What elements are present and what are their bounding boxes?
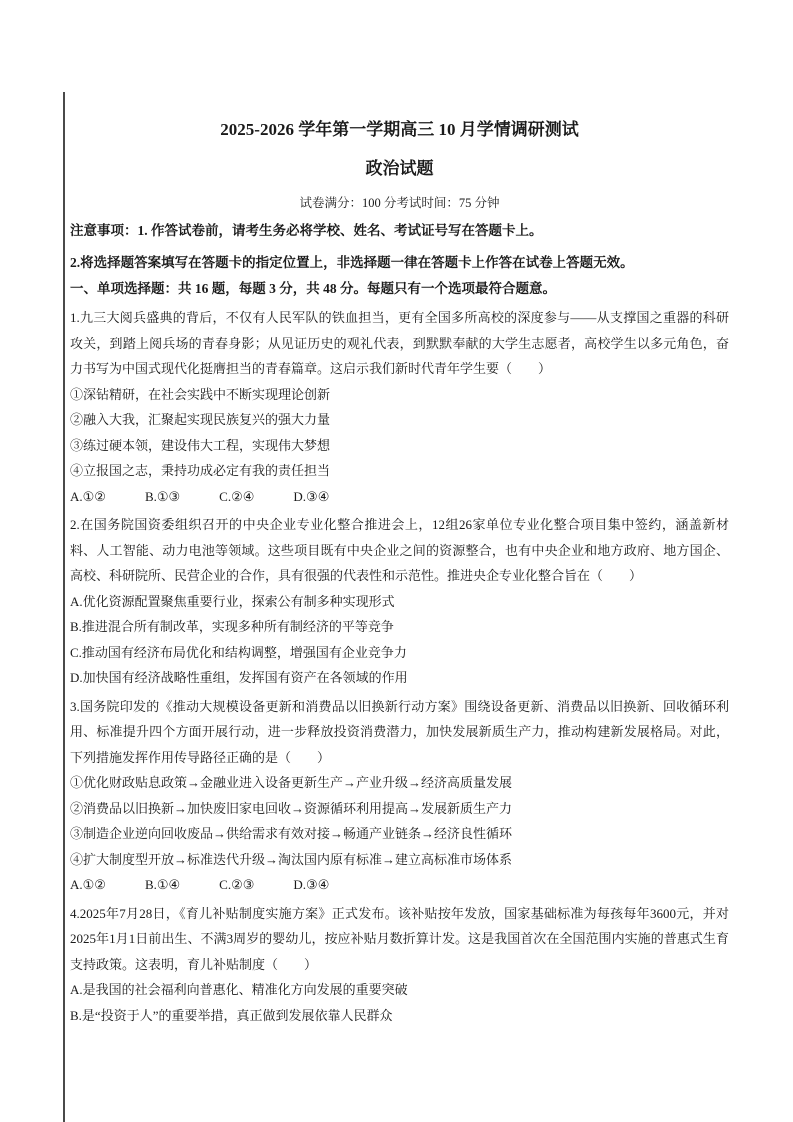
- question-line: ④立报国之志，秉持功成必定有我的责任担当: [70, 463, 331, 478]
- question-line: A.是我国的社会福利向普惠化、精准化方向发展的重要突破: [70, 982, 408, 997]
- question-line: A.①② B.①③ C.②④ D.③④: [70, 488, 330, 504]
- exam-paper-page: [70, 0, 729, 1028]
- notice-line-1: 注意事项：1. 作答试卷前，请考生务必将学校、姓名、考试证号写在答题卡上。: [70, 223, 543, 238]
- question-line: B.推进混合所有制改革，实现多种所有制经济的平等竞争: [70, 619, 394, 634]
- question-line: C.推动国有经济布局优化和结构调整，增强国有企业竞争力: [70, 644, 407, 660]
- page-title: 2025-2026 学年第一学期高三 10 月学情调研测试: [220, 120, 579, 139]
- question-line: ①优化财政贴息政策→金融业进入设备更新生产→产业升级→经济高质量发展: [70, 775, 513, 790]
- question-line: ①深钻精研，在社会实践中不断实现理论创新: [70, 386, 331, 402]
- scan-edge-line: [63, 92, 65, 1122]
- section-heading: 一、单项选择题：共 16 题，每题 3 分，共 48 分。每题只有一个选项最符合题意。: [70, 281, 556, 296]
- questions: [70, 305, 729, 1028]
- question-block: [70, 512, 729, 691]
- question-stem: 3.国务院印发的《推动大规模设备更新和消费品以旧换新行动方案》围绕设备更新、消费品以旧换新、回收循环利用、标准提升四个方面开展行动，进一步释放投资消费潜力，加快发展新质生产力，推动构建新发展格局。对此，下列措施发挥作用传导路径正确的是（ ）: [70, 698, 729, 765]
- notice-line-2: 2.将选择题答案填写在答题卡的指定位置上，非选择题一律在答题卡上作答在试卷上答题无效。: [70, 255, 634, 270]
- question-block: [70, 694, 729, 898]
- question-line: ②融入大我，汇聚起实现民族复兴的强大力量: [70, 412, 331, 427]
- question-line: A.优化资源配置聚焦重要行业，探索公有制多种实现形式: [70, 593, 395, 609]
- question-line: ②消费品以旧换新→加快废旧家电回收→资源循环利用提高→发展新质生产力: [70, 800, 513, 816]
- question-line: ③练过硬本领，建设伟大工程，实现伟大梦想: [70, 437, 331, 453]
- question-stem: 4.2025年7月28日，《育儿补贴制度实施方案》正式发布。该补贴按年发放，国家基础标准为每孩每年3600元，并对2025年1月1日前出生、不满3周岁的婴幼儿，按应补贴月数折算计发。这是我国首次在全国范围内实施的普惠式生育支持政策。这表明，育儿补贴制度（ ）: [70, 905, 729, 972]
- question-line: ③制造企业逆向回收废品→供给需求有效对接→畅通产业链条→经济良性循环: [70, 826, 513, 841]
- question-line: D.加快国有经济战略性重组，发挥国有资产在各领域的作用: [70, 670, 408, 685]
- question-stem: 2.在国务院国资委组织召开的中央企业专业化整合推进会上，12组26家单位专业化整合项目集中签约，涵盖新材料、人工智能、动力电池等领域。这些项目既有中央企业之间的资源整合，也有中央企业和地方政府、地方国企、高校、科研院所、民营企业的合作，具有很强的代表性和示范性。推进央企专业化整合旨在（ ）: [70, 517, 729, 583]
- question-line: A.①② B.①④ C.②③ D.③④: [70, 877, 330, 892]
- question-line: ④扩大制度型开放→标准迭代升级→淘汰国内原有标准→建立高标准市场体系: [70, 851, 513, 867]
- page-subtitle: 政治试题: [365, 159, 434, 178]
- exam-meta-line: 试卷满分：100 分考试时间：75 分钟: [299, 196, 500, 210]
- question-block: [70, 901, 729, 1029]
- question-line: B.是“投资于人”的重要举措，真正做到发展依靠人民群众: [70, 1007, 393, 1023]
- question-stem: 1.九三大阅兵盛典的背后，不仅有人民军队的铁血担当，更有全国多所高校的深度参与——从支撑国之重器的科研攻关，到踏上阅兵场的青春身影；从见证历史的观礼代表，到默默奉献的大学生志愿者，高校学生以多元角色，奋力书写为中国式现代化挺膺担当的青春篇章。这启示我们新时代青年学生要（ ）: [70, 310, 729, 376]
- question-block: [70, 305, 729, 509]
